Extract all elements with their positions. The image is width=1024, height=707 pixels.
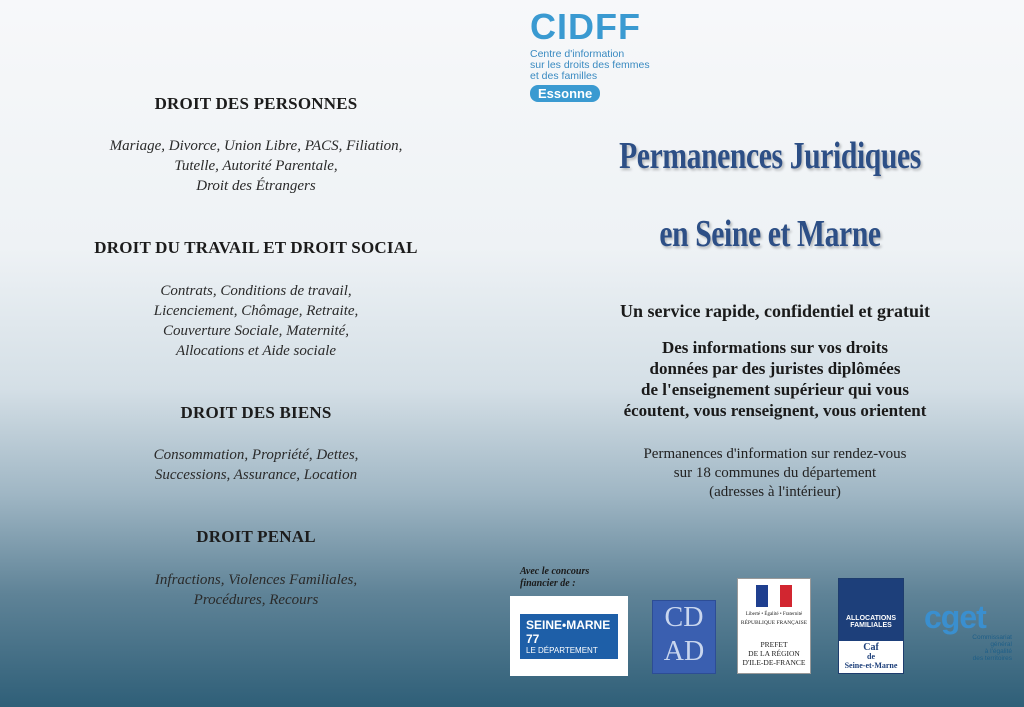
- caf-line: Caf: [863, 642, 879, 653]
- appointment-line: (adresses à l'intérieur): [709, 484, 841, 500]
- body-line: Successions, Assurance, Location: [154, 467, 358, 483]
- cget-sub-line: Commissariat: [972, 634, 1012, 641]
- caf-logo: [838, 578, 904, 674]
- appointment-line: Permanences d'information sur rendez-vous: [643, 446, 907, 462]
- logo-sub-line: sur les droits des femmes: [530, 59, 650, 71]
- section-title-penal: DROIT PENAL: [196, 527, 316, 546]
- french-flag-icon: [756, 585, 792, 607]
- section-title-personnes: DROIT DES PERSONNES: [154, 94, 358, 113]
- prefet-motto: Liberté • Égalité • Fraternité: [745, 612, 803, 617]
- cget-sub-line: à l'égalité: [984, 648, 1012, 655]
- section-body-biens: [0, 445, 512, 485]
- prefet-republic: RÉPUBLIQUE FRANÇAISE: [740, 620, 808, 626]
- info-line: données par des juristes diplômées: [649, 359, 901, 378]
- main-title-line2: en Seine et Marne: [659, 213, 881, 255]
- cget-sub-line: des territoires: [972, 655, 1012, 662]
- info-line: Des informations sur vos droits: [661, 338, 889, 357]
- tagline: Un service rapide, confidentiel et gratuit: [620, 301, 930, 321]
- concours-label: [520, 566, 620, 590]
- body-line: Contrats, Conditions de travail,: [160, 283, 352, 299]
- seine-marne-logo: [510, 596, 628, 676]
- prefet-line: D'ILE-DE-FRANCE: [742, 658, 806, 667]
- sm-number: 77: [526, 631, 540, 646]
- logo-word-text: CIDFF: [530, 6, 641, 47]
- cdad-bottom: AD: [663, 636, 705, 667]
- body-line: Procédures, Recours: [193, 592, 319, 608]
- cdad-logo: [652, 600, 716, 674]
- caf-top: [839, 579, 903, 641]
- main-title-line1: Permanences Juridiques: [619, 135, 921, 177]
- seine-marne-block: [520, 614, 618, 659]
- appointment-block: [560, 445, 990, 502]
- cidff-logo: [530, 8, 690, 103]
- cget-subtitle: [924, 634, 1012, 662]
- info-line: de l'enseignement supérieur qui vous: [641, 380, 909, 399]
- cget-word: cget: [924, 599, 986, 635]
- appointment-line: sur 18 communes du département: [673, 465, 877, 481]
- cget-logo: [924, 600, 1014, 662]
- body-line: Consommation, Propriété, Dettes,: [153, 447, 359, 463]
- section-title-biens: DROIT DES BIENS: [180, 403, 332, 422]
- essonne-badge: Essonne: [530, 85, 600, 102]
- body-line: Droit des Étrangers: [196, 178, 316, 194]
- sm-sub: LE DÉPARTEMENT: [526, 645, 598, 655]
- caf-line: Seine-et-Marne: [844, 661, 898, 670]
- body-line: Infractions, Violences Familiales,: [154, 572, 358, 588]
- cidff-logo-subtitle: [530, 49, 690, 82]
- sm-name: SEINE•MARNE: [526, 617, 611, 632]
- body-line: Mariage, Divorce, Union Libre, PACS, Filiation,: [109, 138, 403, 154]
- info-line: écoutent, vous renseignent, vous orientent: [623, 401, 927, 420]
- body-line: Tutelle, Autorité Parentale,: [174, 158, 338, 174]
- prefet-line: PREFET: [760, 640, 788, 649]
- prefet-line: DE LA RÉGION: [748, 649, 800, 658]
- cdad-top: CD: [664, 602, 704, 633]
- section-title-travail: DROIT DU TRAVAIL ET DROIT SOCIAL: [94, 238, 418, 257]
- concours-line: financier de :: [520, 578, 576, 589]
- info-block: [560, 337, 990, 421]
- body-line: Allocations et Aide sociale: [175, 343, 337, 359]
- caf-top-text: ALLOCATIONS FAMILIALES: [845, 615, 897, 629]
- cget-sub-line: général: [990, 641, 1012, 648]
- section-body-penal: [0, 570, 512, 610]
- cidff-logo-word: [530, 8, 690, 46]
- caf-bottom: [839, 641, 903, 670]
- body-line: Licenciement, Chômage, Retraite,: [153, 303, 359, 319]
- section-body-personnes: [0, 136, 512, 196]
- concours-line: Avec le concours: [520, 566, 590, 577]
- prefet-logo: [737, 578, 811, 674]
- section-body-travail: [0, 281, 512, 361]
- logo-sub-line: et des familles: [530, 70, 598, 82]
- body-line: Couverture Sociale, Maternité,: [162, 323, 350, 339]
- logo-sub-line: Centre d'information: [530, 48, 625, 60]
- caf-line: de: [867, 652, 875, 661]
